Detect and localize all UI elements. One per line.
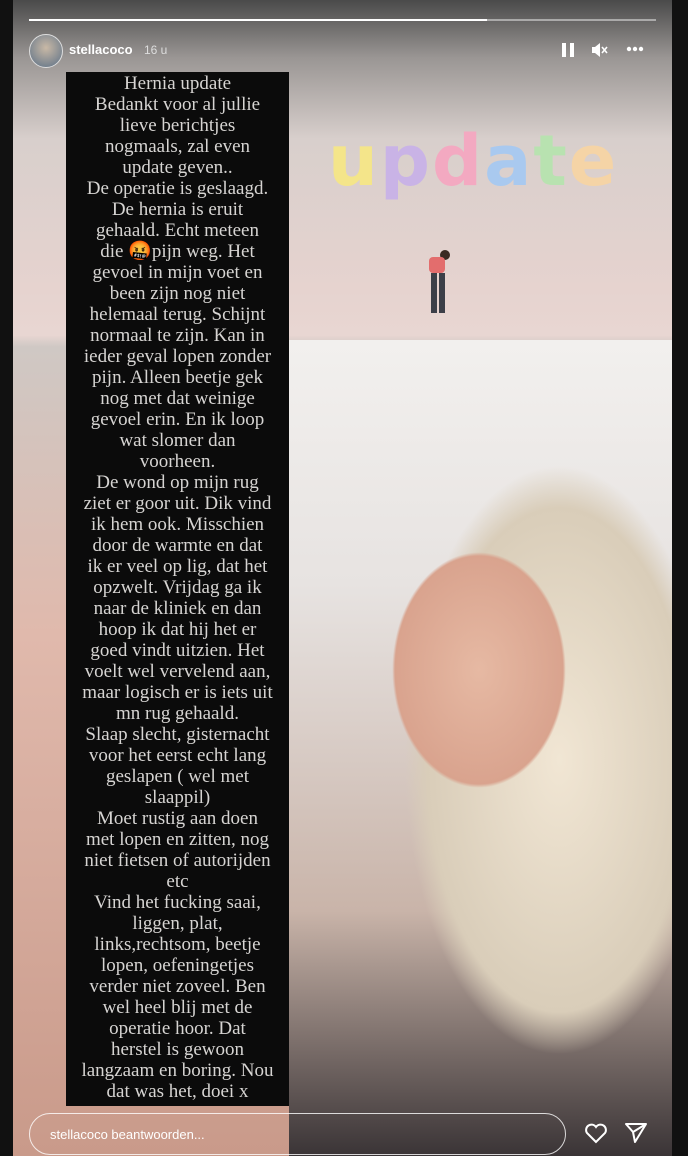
caption-line: goed vindt uitzien. Het <box>90 640 265 661</box>
caption-line: liggen, plat, <box>132 913 223 934</box>
caption-line: ieder geval lopen zonder <box>83 346 272 367</box>
caption-line: voelt wel vervelend aan, <box>84 661 271 682</box>
caption-line: geslapen ( wel met <box>106 766 249 787</box>
caption-line: Hernia update <box>123 73 232 94</box>
caption-line: maar logisch er is iets uit <box>82 682 273 703</box>
avatar[interactable] <box>29 34 63 68</box>
caption-line: ik hem ook. Misschien <box>90 514 265 535</box>
caption-line: Slaap slecht, gisternacht <box>85 724 270 745</box>
caption-line: dat was het, doei x <box>106 1081 249 1102</box>
update-sticker <box>328 120 618 202</box>
sticker-letter: u <box>328 120 380 202</box>
caption-line: links,rechtsom, beetje <box>94 934 261 955</box>
caption-line: slaappil) <box>144 787 211 808</box>
pause-icon[interactable] <box>561 42 575 58</box>
caption-line: verder niet zoveel. Ben <box>89 976 266 997</box>
caption-line: lopen, oefeningetjes <box>100 955 254 976</box>
caption-line: langzaam en boring. Nou <box>81 1060 274 1081</box>
sticker-letter: p <box>379 120 432 202</box>
timestamp: 16 u <box>144 43 168 57</box>
caption-line: operatie hoor. Dat <box>109 1018 246 1039</box>
caption-line: hoop ik dat hij het er <box>98 619 257 640</box>
caption-line: Vind het fucking saai, <box>94 892 261 913</box>
sticker-letter: d <box>431 120 485 202</box>
caption-line: mn rug gehaald. <box>116 703 239 724</box>
sticker-letter: t <box>533 120 569 202</box>
reply-input[interactable]: stellacoco beantwoorden... <box>29 1113 566 1155</box>
caption-line: die 🤬pijn weg. Het <box>100 241 255 262</box>
muted-speaker-icon[interactable] <box>591 42 609 58</box>
caption-line: opzwelt. Vrijdag ga ik <box>93 577 262 598</box>
caption-line: etc <box>166 871 189 892</box>
sticker-letter: e <box>568 120 619 202</box>
caption-line: Moet rustig aan doen <box>97 808 258 829</box>
caption-line: been zijn nog niet <box>109 283 246 304</box>
caption-line: voorheen. <box>139 451 216 472</box>
caption-line: lieve berichtjes <box>119 115 236 136</box>
send-icon[interactable] <box>624 1122 648 1144</box>
more-options-icon[interactable] <box>626 46 644 52</box>
caption-line: normaal te zijn. Kan in <box>90 325 265 346</box>
caption-line: wat slomer dan <box>119 430 236 451</box>
caption-line: De wond op mijn rug <box>96 472 259 493</box>
selfie-photo <box>289 340 672 1156</box>
caption-line: naar de kliniek en dan <box>93 598 262 619</box>
caption-line: gevoel erin. En ik loop <box>90 409 265 430</box>
caption-line: gevoel in mijn voet en <box>92 262 263 283</box>
caption-line: door de warmte en dat <box>92 535 263 556</box>
caption-line: helemaal terug. Schijnt <box>89 304 266 325</box>
caption-line: voor het eerst echt lang <box>88 745 267 766</box>
caption-line: herstel is gewoon <box>111 1039 244 1060</box>
caption-line: gehaald. Echt meteen <box>95 220 259 241</box>
progress-fill <box>29 19 487 21</box>
story-progress-bar <box>29 19 656 21</box>
caption-line: De hernia is eruit <box>111 199 244 220</box>
caption-line: pijn. Alleen beetje gek <box>92 367 263 388</box>
caption-line: Bedankt voor al jullie <box>94 94 261 115</box>
caption-line: nogmaals, zal even <box>104 136 251 157</box>
caption-line: ik er veel op lig, dat het <box>87 556 268 577</box>
heart-icon[interactable] <box>584 1122 608 1144</box>
caption-line: met lopen en zitten, nog <box>85 829 270 850</box>
sticker-letter: a <box>484 120 534 202</box>
caption-line: ziet er goor uit. Dik vind <box>83 493 272 514</box>
username[interactable]: stellacoco <box>69 42 133 57</box>
caption-text-box <box>66 72 289 1106</box>
bending-man-sticker <box>423 245 453 320</box>
caption-line: De operatie is geslaagd. <box>86 178 269 199</box>
caption-line: nog met dat weinige <box>100 388 255 409</box>
caption-line: wel heel blij met de <box>102 997 253 1018</box>
caption-line: niet fietsen of autorijden <box>84 850 271 871</box>
caption-line: update geven.. <box>122 157 233 178</box>
